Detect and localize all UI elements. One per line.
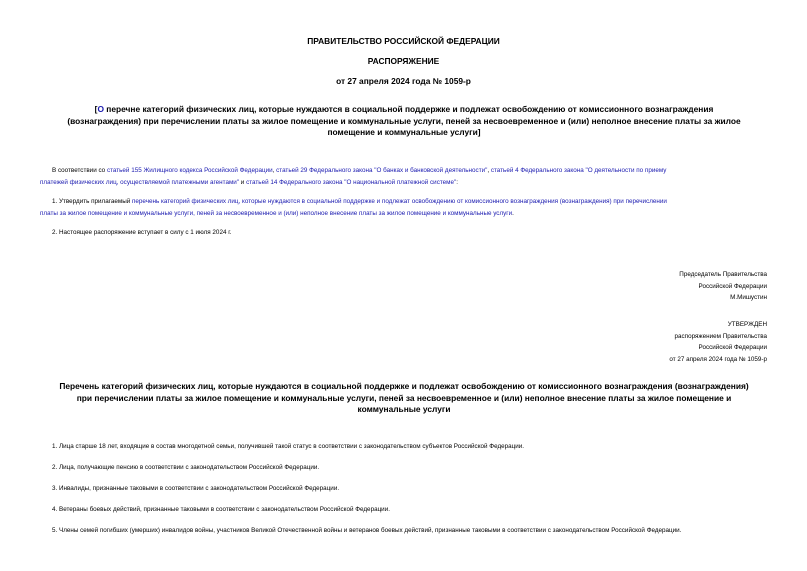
- title-line-3: помещение и коммунальные услуги: [327, 127, 478, 137]
- preamble-link-banks-law[interactable]: статьей 29 Федерального закона "О банках и банковской деятельности": [276, 167, 488, 174]
- list-title-line-1: Перечень категорий физических лиц, которые нуждаются в социальной поддержке и подлежат освобождению от комиссионного вознаграждения (вознаграждения): [59, 381, 749, 391]
- list-item: 1. Лица старше 18 лет, входящие в состав многодетной семьи, получившей такой статус в соответствии с законодательством субъектов Российской Федерации.: [52, 443, 525, 450]
- approval-line-1: УТВЕРЖДЕН: [727, 321, 767, 328]
- order-item-1-prefix: 1. Утвердить прилагаемый: [52, 198, 133, 205]
- list-item: 3. Инвалиды, признанные таковыми в соответствии с законодательством Российской Федерации.: [52, 485, 340, 492]
- document-type: РАСПОРЯЖЕНИЕ: [367, 56, 440, 66]
- signature-block: [679, 269, 767, 304]
- list-title: [40, 381, 768, 416]
- preamble-text-2: ,: [272, 167, 277, 174]
- preamble-text-1: В соответствии со: [52, 167, 107, 174]
- list-item: 2. Лица, получающие пенсию в соответствии с законодательством Российской Федерации.: [52, 464, 320, 471]
- order-item-1-suffix: .: [512, 209, 514, 217]
- preamble-text-4: и: [239, 178, 247, 186]
- preamble: [40, 165, 768, 188]
- approval-line-2: распоряжением Правительства: [674, 332, 767, 340]
- document-date-number: от 27 апреля 2024 года № 1059-р: [336, 76, 471, 86]
- preamble-link-payment-agents-law-cont[interactable]: платежей физических лиц, осуществляемой платежными агентами": [40, 178, 240, 186]
- approval-line-3: Российской Федерации: [698, 344, 767, 352]
- list-title-line-2: при перечислении платы за жилое помещение и коммунальные услуги, пеней за несвоевременное и (или) неполное внесение платы за жилое помещение и: [76, 392, 732, 403]
- preamble-text-5: :: [456, 178, 458, 186]
- order-item-1: [40, 196, 768, 219]
- title-open-bracket: [: [94, 104, 98, 114]
- order-item-1-link[interactable]: перечень категорий физических лиц, которые нуждаются в социальной поддержке и подлежат освобождению от комиссионного вознаграждения (вознаграждения) при перечислении: [132, 198, 667, 205]
- preamble-link-housing-code[interactable]: статьей 155 Жилищного кодекса Российской Федерации: [106, 167, 273, 174]
- approval-block: [669, 319, 767, 365]
- order-item-1-link-cont[interactable]: платы за жилое помещение и коммунальные услуги, пеней за несвоевременное и (или) неполное внесение платы за жилое помещение и коммунальные услуги: [40, 209, 513, 217]
- list-item: 4. Ветераны боевых действий, признанные таковыми в соответствии с законодательством Российской Федерации.: [52, 506, 390, 513]
- document-title: [40, 104, 768, 139]
- signature-line-3: М.Мишустин: [730, 294, 767, 302]
- title-line-2: (вознаграждения) при перечислении платы за жилое помещение и коммунальные услуги, пеней за несвоевременное и (или) неполное внесение платы за жилое: [67, 115, 741, 126]
- preamble-link-payment-agents-law[interactable]: статьей 4 Федерального закона "О деятельности по приему: [490, 167, 667, 174]
- title-close-bracket: ]: [477, 127, 481, 137]
- list-item: 5. Члены семей погибших (умерших) инвалидов войны, участников Великой Отечественной войны и ветеранов боевых действий, признанные таковыми в соответствии с законодательством Российской Федерации.: [52, 527, 682, 534]
- list-title-line-3: коммунальные услуги: [357, 404, 451, 414]
- title-link-letter[interactable]: О: [97, 104, 104, 114]
- preamble-link-payment-system-law[interactable]: статьей 14 Федерального закона "О национальной платежной системе": [246, 178, 457, 186]
- approval-line-4: от 27 апреля 2024 года № 1059-р: [669, 355, 767, 363]
- preamble-text-3: ,: [487, 167, 491, 174]
- title-line-1: перечне категорий физических лиц, которые нуждаются в социальной поддержке и подлежат освобождению от комиссионного вознаграждения: [103, 104, 714, 114]
- government-heading: ПРАВИТЕЛЬСТВО РОССИЙСКОЙ ФЕДЕРАЦИИ: [307, 36, 500, 46]
- signature-line-2: Российской Федерации: [698, 282, 767, 290]
- order-item-2: 2. Настоящее распоряжение вступает в силу с 1 июля 2024 г.: [52, 229, 232, 236]
- signature-line-1: Председатель Правительства: [679, 271, 767, 278]
